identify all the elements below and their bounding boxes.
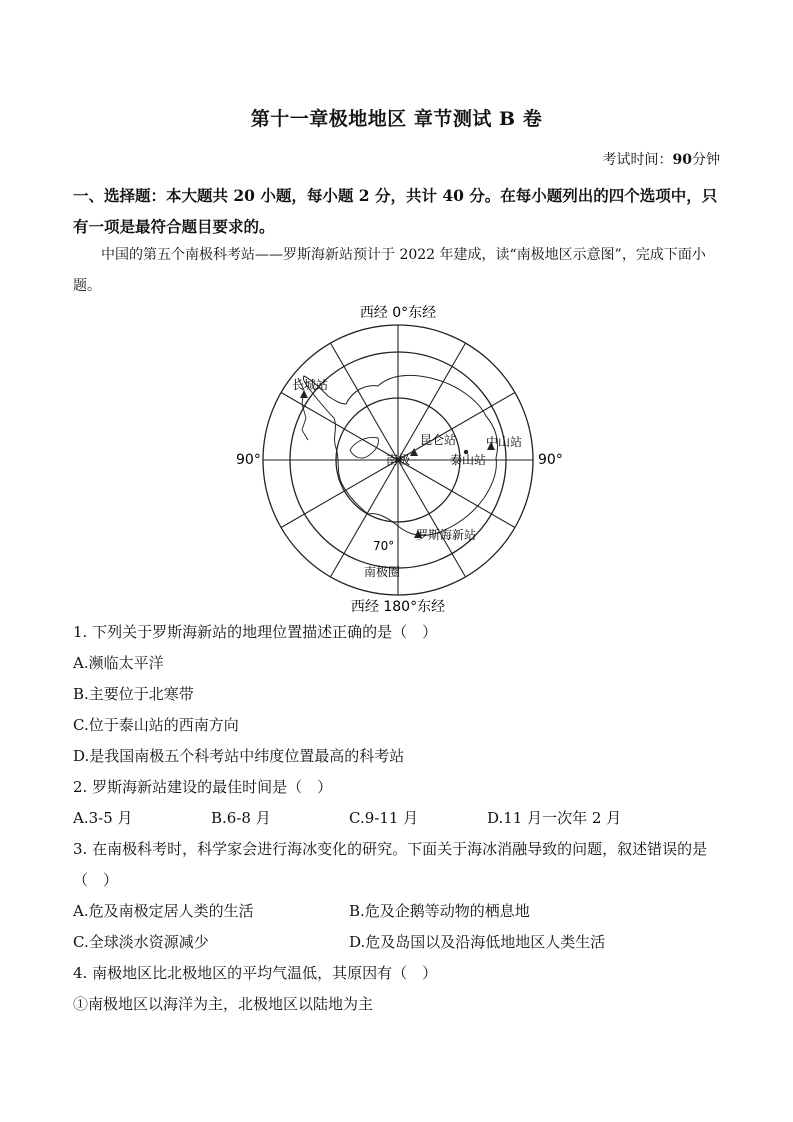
taishan-label: 泰山站 — [450, 453, 487, 467]
map-left-label: 90° — [236, 452, 261, 468]
map-bottom-label: 西经 180°东经 — [350, 599, 446, 615]
q3-stem: 3. 在南极科考时，科学家会进行海冰变化的研究。下面关于海冰消融导致的问题，叙述错误的是（ ） — [73, 840, 708, 889]
q1-option-c[interactable]: C.位于泰山站的西南方向 — [73, 716, 239, 734]
zhongshan-label: 中山站 — [486, 435, 523, 449]
q4-item-1: ①南极地区以海洋为主，北极地区以陆地为主 — [73, 995, 374, 1013]
q3-option-a[interactable]: A.危及南极定居人类的生活 — [73, 902, 254, 920]
q1-option-d[interactable]: D.是我国南极五个科考站中纬度位置最高的科考站 — [73, 747, 405, 765]
exam-time-label: 考试时间： — [602, 152, 673, 168]
q3-option-b[interactable]: B.危及企鹅等动物的栖息地 — [349, 902, 530, 920]
luosihai-label: 罗斯海新站 — [416, 528, 477, 542]
lat-70-label: 70° — [373, 539, 395, 553]
q4-stem: 4. 南极地区比北极地区的平均气温低，其原因有（ ） — [73, 964, 438, 982]
q1-option-a[interactable]: A.濒临太平洋 — [73, 654, 164, 672]
q2-option-a[interactable]: A.3-5 月 — [73, 809, 133, 827]
q3-option-d[interactable]: D.危及岛国以及沿海低地地区人类生活 — [349, 933, 606, 951]
antarctica-map — [228, 300, 568, 615]
intro-paragraph: 中国的第五个南极科考站——罗斯海新站预计于 2022 年建成，读“南极地区示意图”，完成下面小题。 — [73, 247, 706, 294]
exam-time-unit: 分钟 — [692, 152, 720, 168]
q2-option-c[interactable]: C.9-11 月 — [349, 809, 419, 827]
section-heading: 一、选择题：本大题共 20 小题，每小题 2 分，共计 40 分。在每小题列出的四个选项中，只有一项是最符合题目要求的。 — [73, 186, 718, 236]
q1-option-b[interactable]: B.主要位于北寒带 — [73, 685, 194, 703]
q2-option-b[interactable]: B.6-8 月 — [211, 809, 271, 827]
q2-stem: 2. 罗斯海新站建设的最佳时间是（ ） — [73, 778, 333, 796]
south-pole-label: 南极 — [386, 453, 411, 467]
kunlun-label: 昆仑站 — [420, 433, 457, 447]
q2-option-d[interactable]: D.11 月一次年 2 月 — [487, 809, 622, 827]
map-right-label: 90° — [538, 452, 563, 468]
q3-option-c[interactable]: C.全球淡水资源减少 — [73, 933, 209, 951]
changcheng-label: 长城站 — [292, 378, 329, 392]
exam-time — [603, 149, 720, 169]
exam-time-value: 90 — [672, 152, 692, 168]
antarctic-circle-label: 南极圈 — [364, 565, 401, 579]
map-top-label: 西经 0°东经 — [359, 305, 437, 321]
q1-stem: 1. 下列关于罗斯海新站的地理位置描述正确的是（ ） — [73, 623, 438, 641]
page-title: 第十一章极地地区 章节测试 B 卷 — [250, 108, 543, 130]
